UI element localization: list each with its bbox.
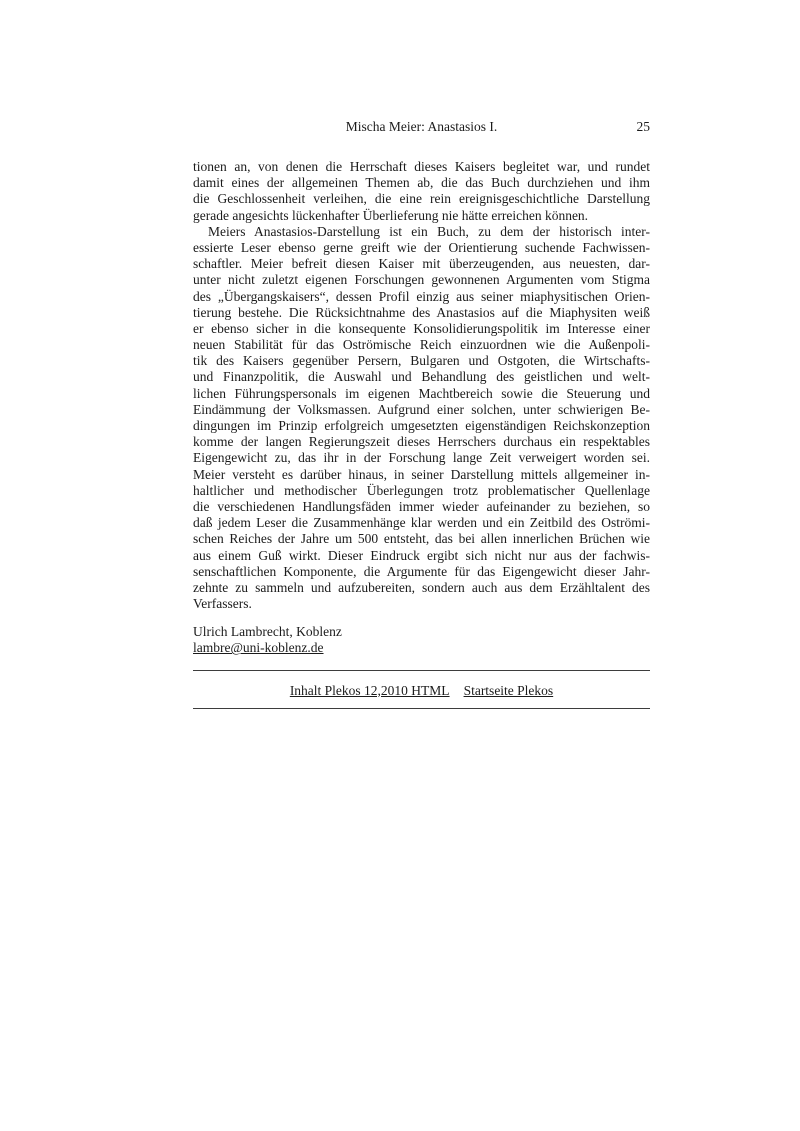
text-line: essierte Leser ebenso gerne greift wie der Orientierung suchende Fachwissen- bbox=[193, 239, 650, 255]
text-line: schen Reiches der Jahre um 500 entsteht, das bei allen innerlichen Brüchen wie bbox=[193, 531, 650, 547]
text-line: Eigengewicht zu, das ihr in der Forschung lange Zeit verweigert worden sei. bbox=[193, 450, 650, 466]
footer-nav bbox=[193, 683, 650, 699]
text-line: Verfassers. bbox=[193, 596, 252, 612]
text-line: schaftler. Meier befreit diesen Kaiser mit überzeugenden, aus neuesten, dar- bbox=[193, 256, 650, 272]
text-line: unter nicht zuletzt eigenen Forschungen gewonnenen Argumenten vom Stigma bbox=[193, 272, 650, 288]
text-line: dingungen im Prinzip erfolgreich umgesetzten eigenständigen Reichskonzeption bbox=[193, 418, 650, 433]
horizontal-rule-top bbox=[193, 670, 650, 671]
text-line: die Geschlossenheit verleihen, die eine rein ereignisgeschichtliche Darstellung bbox=[193, 191, 650, 207]
text-line: lichen Führungspersonals im eigenen Machtbereich sowie die Steuerung und bbox=[193, 385, 650, 401]
email-link[interactable]: lambre@uni-koblenz.de bbox=[193, 640, 324, 656]
text-line: damit eines der allgemeinen Themen ab, die das Buch durchziehen und ihm bbox=[193, 175, 650, 191]
text-line: neuen Stabilität für das Oströmische Reich einzuordnen wie die Außenpoli- bbox=[193, 337, 650, 353]
signature-block bbox=[193, 624, 650, 656]
text-line: Meier versteht es darüber hinaus, in seiner Darstellung mittels allgemeiner in- bbox=[193, 466, 650, 482]
paragraph bbox=[193, 159, 650, 224]
text-line: haltlicher und methodischer Überlegungen trotz problematischer Quellenlage bbox=[193, 482, 650, 498]
text-line: zehnte zu sammeln und aufzubereiten, sondern auch aus dem Erzähltalent des bbox=[193, 579, 650, 595]
page-number: 25 bbox=[636, 119, 650, 134]
horizontal-rule-bottom bbox=[193, 708, 650, 709]
text-line: Eindämmung der Volksmassen. Aufgrund einer solchen, unter schwierigen Be- bbox=[193, 401, 650, 417]
text-line: er ebenso sicher in die konsequente Konsolidierungspolitik im Interesse einer bbox=[193, 320, 650, 336]
text-line: daß jedem Leser die Zusammenhänge klar werden und ein Zeitbild des Oströmi- bbox=[193, 515, 650, 531]
text-line: aus einem Guß wirkt. Dieser Eindruck ergibt sich nicht nur aus der fachwis- bbox=[193, 547, 650, 563]
link-inhalt-plekos[interactable]: Inhalt Plekos 12,2010 HTML bbox=[289, 682, 450, 698]
author-email bbox=[193, 640, 650, 656]
link-startseite-plekos[interactable]: Startseite Plekos bbox=[463, 682, 554, 698]
article-body bbox=[193, 159, 650, 612]
text-line: und Finanzpolitik, die Auswahl und Behandlung des geistlichen und welt- bbox=[193, 369, 650, 385]
text-line: komme der langen Regierungszeit dieses Herrschers durchaus ein respektables bbox=[193, 434, 650, 450]
paragraph bbox=[193, 224, 650, 613]
text-line: Meiers Anastasios-Darstellung ist ein Buch, zu dem der historisch inter- bbox=[208, 223, 650, 239]
text-line: gerade angesichts lückenhafter Überlieferung nie hätte erreichen können. bbox=[193, 207, 589, 223]
page-content bbox=[193, 159, 650, 709]
running-title: Mischa Meier: Anastasios I. bbox=[345, 119, 498, 134]
text-line: tierung bestehe. Die Rücksichtnahme des Anastasios auf die Miaphysiten weiß bbox=[193, 304, 650, 320]
text-line: die verschiedenen Handlungsfäden immer wieder aufeinander zu beziehen, so bbox=[193, 498, 650, 514]
text-line: tionen an, von denen die Herrschaft dieses Kaisers begleitet war, und rundet bbox=[193, 159, 650, 174]
page-header bbox=[193, 119, 650, 135]
text-line: des „Übergangskaisers“, dessen Profil einzig aus seiner miaphysitischen Orien- bbox=[193, 288, 650, 304]
text-line: tik des Kaisers gegenüber Persern, Bulgaren und Ostgoten, die Wirtschafts- bbox=[193, 353, 650, 369]
text-line: senschaftlichen Komponente, die Argumente für das Eigengewicht dieser Jahr- bbox=[193, 563, 650, 579]
author-name: Ulrich Lambrecht, Koblenz bbox=[193, 624, 342, 640]
